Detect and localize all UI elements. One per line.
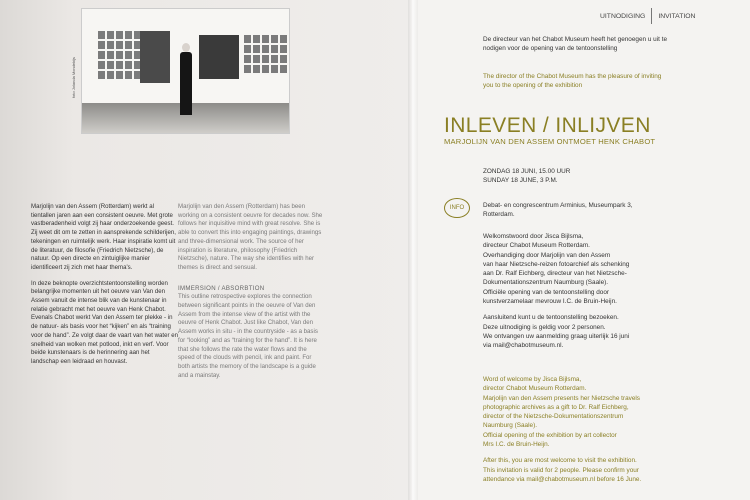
tab-invitation: INVITATION [658, 12, 696, 20]
intro-dutch: De directeur van het Chabot Museum heeft het genoegen u uit te nodigen voor de opening van de tentoonstelling [483, 36, 668, 53]
date-english: SUNDAY 18 JUNE, 3 P.M. [483, 177, 558, 185]
page-fold [408, 0, 418, 500]
large-artwork [199, 35, 239, 79]
exhibition-photo [81, 8, 290, 134]
paragraph: In deze beknopte overzichtstentoonstelling worden belangrijke momenten uit het oeuvre van Van den Assem vanuit de intense blik van de kunstenaar in relatie gebracht met het oeuvre van Henk Chabot. Evenals Chabot werkt Van den Assem ter plekke - in de natuur- als basis voor het “kijken” en als “training voor de hand”. Ze volgt daar de vaart van het water en snelheid van wolken met potlood, inkt en verf. Voor beide kunstenaars is de herinnering aan het landschap een leidraad en houvast. [31, 279, 179, 365]
tab-uitnodiging: UITNODIGING [600, 12, 646, 20]
program-dutch: Welkomstwoord door Jisca Bijlsma, directeur Chabot Museum Rotterdam. Overhandiging door Marjolijn van den Assem van haar Nietzsche-reizen fotoarchief als schenking aan Dr. Ralf Eichberg, directeur van het Nietzsche- Dokumentationszentrum Naumburg (Saale). Officiële opening van de tentoonstelling door kunstverzamelaar mevrouw I.C. de Bruin-Heijn. Aansluitend kunt u de tentoonstelling bezoeken. Deze uitnodiging is geldig voor 2 personen. We ontvangen uw aanmelding graag uiterlijk 16 juni via mail@chabotmuseum.nl. [483, 233, 630, 350]
program-english: Word of welcome by Jisca Bijlsma, director Chabot Museum Rotterdam. Marjolijn van den Assem presents her Nietzsche travels photographic archives as a gift to Dr. Ralf Eichberg, director of the Nietzsche-Dokumentationszentrum Naumburg (Saale). Official opening of the exhibition by art collector Mrs I.C. de Bruin-Heijn. After this, you are most welcome to visit the exhibition. This invitation is valid for 2 people. Please confirm your attendance via mail@chabotmuseum.nl before 16 June. [483, 376, 642, 483]
venue: Debat- en congrescentrum Arminius, Museumpark 3, Rotterdam. [483, 202, 633, 219]
artwork-grid-left [98, 31, 141, 79]
artist-figure [180, 43, 192, 115]
email-link[interactable]: mail@chabotmuseum.nl [526, 475, 596, 483]
exhibition-title: INLEVEN / INLIJVEN [444, 114, 651, 137]
paragraph: This outline retrospective explores the connection between significant points in the oeuvre of Van den Assem from the intense view of the artist with the oeuvre of Henk Chabot. Just like Chabot, Van den Assem works in situ - in the countryside - as a basis for “looking” and as “training for the hand”. It is here that she follows the rate the water flows and the speed of the clouds with pencil, ink and paint. For both artists the memory of the landscape is a guide and a mainstay. [178, 293, 318, 379]
paragraph: Marjolijn van den Assem (Rotterdam) has been working on a consistent oeuvre for decades now. She follows her inquisitive mind with great resolve. She is able to convert this into engaging paintings, drawings and three-dimensional work. The source of her inspiration is literature, philosophy (Friedrich Nietzsche), nature. The way she identifies with her themes is direct and sensual. [178, 203, 323, 271]
subheading: IMMERSION / ABSORBTION [178, 284, 265, 292]
intro-english: The director of the Chabot Museum has the pleasure of inviting you to the opening of the exhibition [483, 73, 662, 90]
exhibition-subtitle: MARJOLIJN VAN DEN ASSEM ONTMOET HENK CHABOT [444, 137, 656, 146]
info-badge: INFO [444, 198, 470, 218]
english-text-column [178, 203, 323, 387]
divider [651, 8, 652, 24]
header-tabs [600, 8, 695, 24]
email-link[interactable]: mail@chabotmuseum.nl [492, 342, 562, 350]
date-dutch: ZONDAG 18 JUNI, 15.00 UUR [483, 168, 571, 175]
artwork-grid-right [244, 35, 287, 73]
large-artwork [140, 31, 170, 83]
photo-credit: foto Jolanda Mondekijs [71, 57, 76, 98]
paragraph: Marjolijn van den Assem (Rotterdam) werkt al tientallen jaren aan een consistent oeuvre. Met grote vastberadenheid volgt zij haar onderzoekende geest. Zij weet dit om te zetten in aansprekende schilderijen, tekeningen en ruimtelijk werk. Haar inspiratie komt uit de literatuur, de filosofie (Friedrich Nietzsche), de natuur. Op een directe en zintuiglijke manier identificeert zij zich met haar thema's. [31, 203, 176, 271]
dutch-text-column [31, 203, 178, 374]
opening-dates [483, 167, 570, 186]
